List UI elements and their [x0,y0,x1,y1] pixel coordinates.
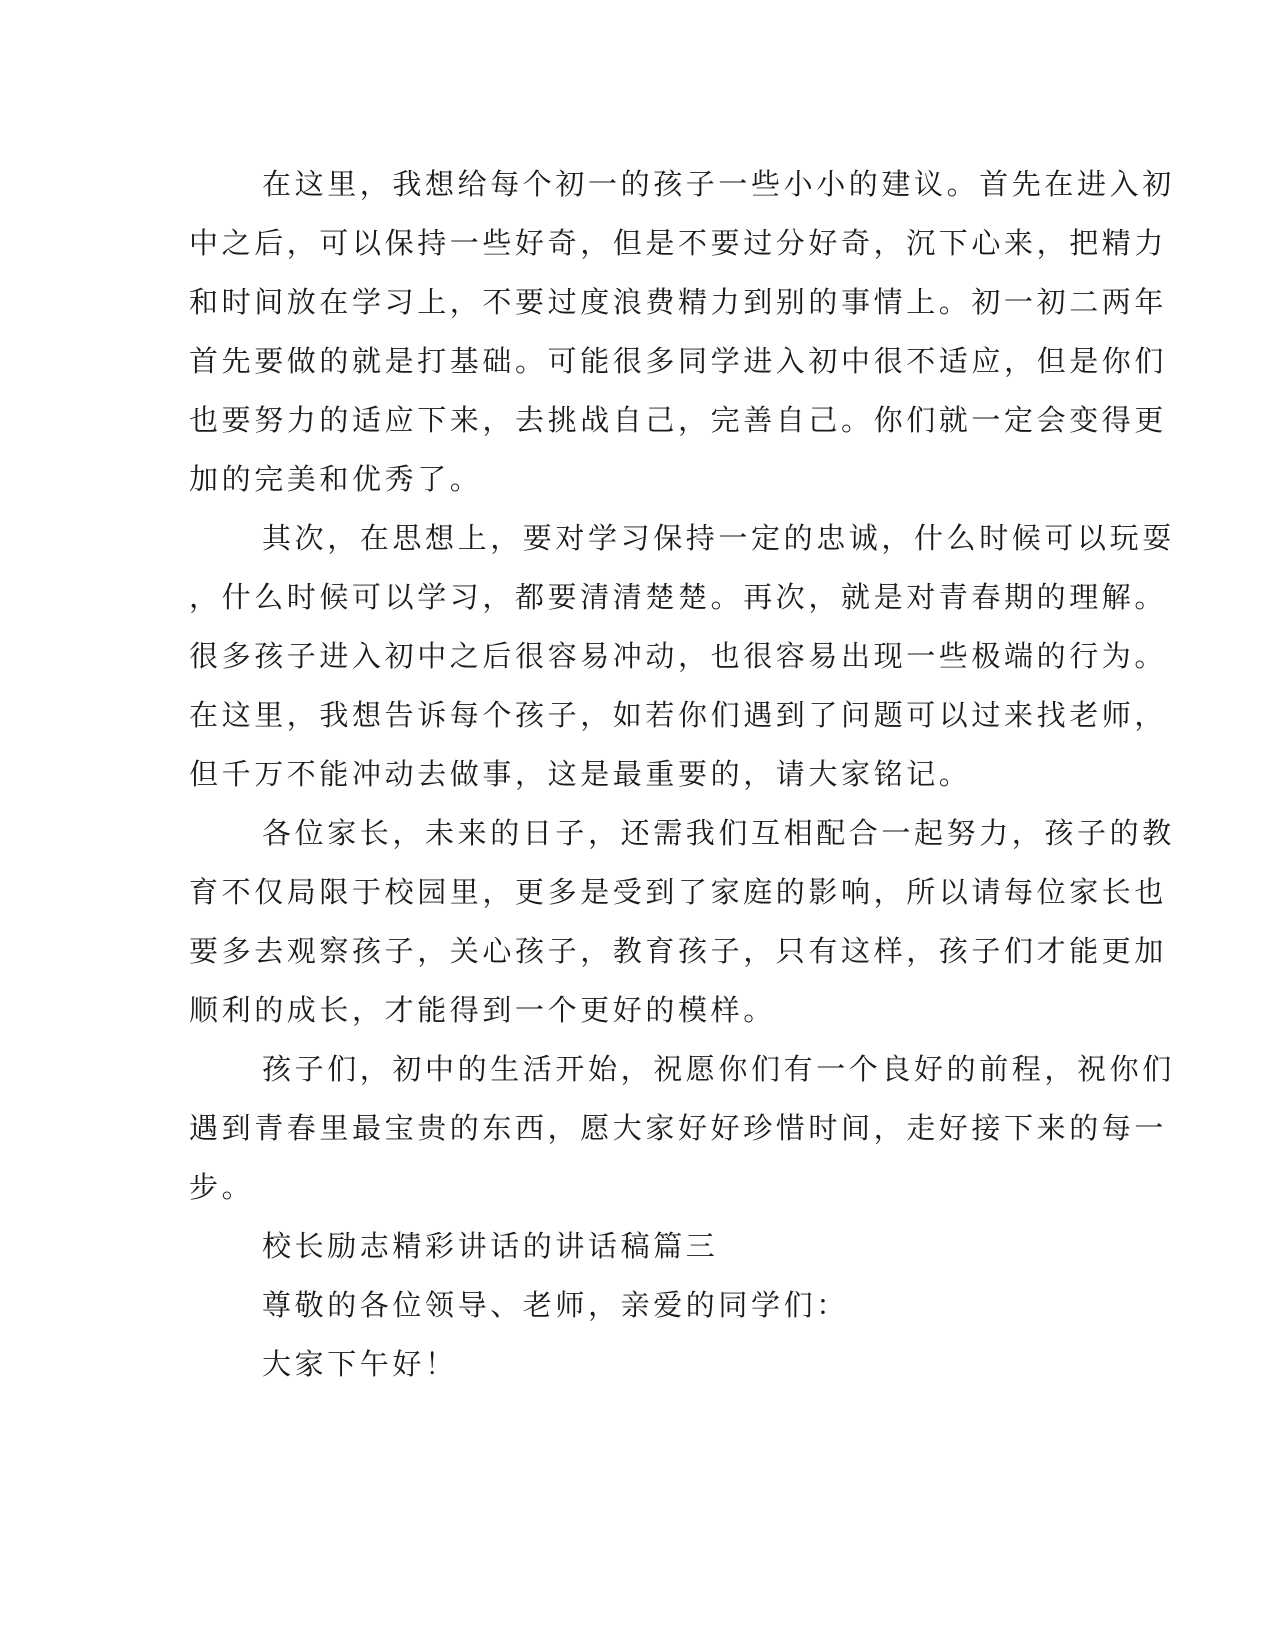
salutation: 尊敬的各位领导、老师，亲爱的同学们： [262,1288,849,1322]
paragraph-4-line-1: 孩子们，初中的生活开始，祝愿你们有一个良好的前程，祝你们 [262,1052,1175,1086]
paragraph-2-line-5: 但千万不能冲动去做事，这是最重要的，请大家铭记。 [189,757,972,791]
paragraph-1-line-3: 和时间放在学习上，不要过度浪费精力到别的事情上。初一初二两年 [189,285,1168,319]
paragraph-1-line-6: 加的完美和优秀了。 [189,462,483,496]
paragraph-2-line-2: ，什么时候可以学习，都要清清楚楚。再次，就是对青春期的理解。 [189,580,1168,614]
paragraph-2-line-3: 很多孩子进入初中之后很容易冲动，也很容易出现一些极端的行为。 [189,639,1168,673]
paragraph-4-line-3: 步。 [189,1170,255,1204]
paragraph-1-line-1: 在这里，我想给每个初一的孩子一些小小的建议。首先在进入初 [262,167,1175,201]
greeting: 大家下午好！ [262,1347,458,1381]
paragraph-3-line-1: 各位家长，未来的日子，还需我们互相配合一起努力，孩子的教 [262,816,1175,850]
paragraph-3-line-2: 育不仅局限于校园里，更多是受到了家庭的影响，所以请每位家长也 [189,875,1168,909]
section-title: 校长励志精彩讲话的讲话稿篇三 [262,1229,719,1263]
paragraph-4-line-2: 遇到青春里最宝贵的东西，愿大家好好珍惜时间，走好接下来的每一 [189,1111,1168,1145]
paragraph-3-line-3: 要多去观察孩子，关心孩子，教育孩子，只有这样，孩子们才能更加 [189,934,1168,968]
paragraph-2-line-4: 在这里，我想告诉每个孩子，如若你们遇到了问题可以过来找老师， [189,698,1168,732]
paragraph-1-line-5: 也要努力的适应下来，去挑战自己，完善自己。你们就一定会变得更 [189,403,1168,437]
paragraph-1-line-2: 中之后，可以保持一些好奇，但是不要过分好奇，沉下心来，把精力 [189,226,1168,260]
paragraph-2-line-1: 其次，在思想上，要对学习保持一定的忠诚，什么时候可以玩耍 [262,521,1175,555]
paragraph-1-line-4: 首先要做的就是打基础。可能很多同学进入初中很不适应，但是你们 [189,344,1168,378]
paragraph-3-line-4: 顺利的成长，才能得到一个更好的模样。 [189,993,776,1027]
